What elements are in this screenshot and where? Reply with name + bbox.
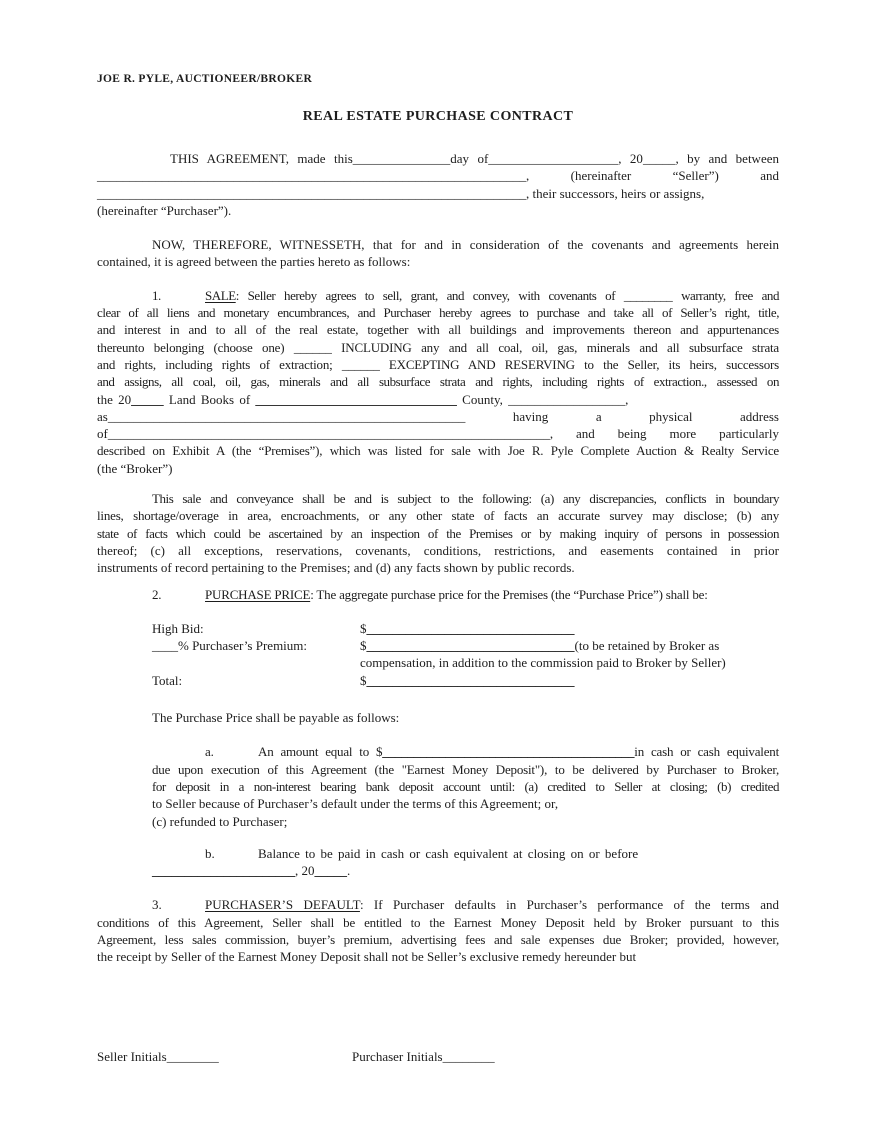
- text-line: [97, 304, 779, 321]
- text-line: [97, 321, 779, 338]
- text-segment: , their successors, heirs or assigns,: [526, 185, 705, 201]
- witnesseth: [97, 236, 779, 271]
- purchaser-name-blank: __________________________________________________________________: [97, 185, 526, 201]
- initials-footer: [97, 1048, 779, 1066]
- section-2-number: 2.: [152, 586, 162, 602]
- section-1-sale: [97, 287, 779, 477]
- text-line: [97, 287, 779, 304]
- subsection-a-earnest-money: [152, 743, 779, 829]
- text-segment: : If Purchaser defaults in Purchaser’s performance of the terms and: [359, 897, 779, 913]
- text-segment: conditions of this Agreement, Seller shall be entitled to the Earnest Money Deposit held by Broker pursuant to this: [97, 914, 779, 930]
- text-segment: compensation, in addition to the commission paid to Broker by Seller): [360, 655, 726, 671]
- text-segment: (to be retained by Broker as: [574, 638, 720, 654]
- text-segment: THIS AGREEMENT, made this: [170, 151, 353, 166]
- section-1-number: 1.: [152, 287, 161, 303]
- text-segment: as: [97, 408, 108, 424]
- text-segment: and assigns, all coal, oil, gas, minerals and all subsurface strata and rights, including rights of extraction., assessed on: [97, 374, 779, 390]
- closing-year-blank: _____: [314, 863, 347, 879]
- text-line: [152, 795, 779, 812]
- purchaser-initials-label: Purchaser Initials: [352, 1048, 443, 1064]
- document-title: REAL ESTATE PURCHASE CONTRACT: [302, 109, 574, 124]
- premium-blank: ________________________________: [366, 638, 575, 654]
- subsection-b-label: b.: [205, 845, 215, 861]
- subject-to-clause: [97, 490, 779, 576]
- high-bid-label: High Bid:: [152, 620, 204, 636]
- text-line: [97, 586, 779, 603]
- text-line: [97, 339, 779, 356]
- text-segment: described on Exhibit A (the “Premises”), which was listed for sale with Joe R. Pyle Complete Auction & Realty Service: [97, 443, 779, 459]
- text-segment: , and being more particularly: [549, 426, 779, 442]
- text-segment: (c) refunded to Purchaser;: [152, 813, 288, 829]
- text-segment: , 20: [618, 151, 643, 166]
- text-segment: , 20: [295, 863, 315, 879]
- seller-name-blank: __________________________________________________________________: [97, 168, 526, 184]
- purchaser-initials-blank: ________: [442, 1048, 495, 1064]
- seller-initials: [97, 1049, 219, 1064]
- text-segment: having a physical address: [465, 408, 779, 424]
- text-segment: The Purchase Price shall be payable as follows:: [152, 710, 400, 726]
- text-segment: , by and between: [675, 151, 779, 166]
- text-segment: $: [360, 620, 367, 636]
- text-line: [97, 391, 779, 408]
- text-segment: thereof; (c) all exceptions, reservations, covenants, conditions, restrictions, and easements contained in prior: [97, 542, 779, 558]
- text-line: [97, 931, 779, 948]
- earnest-money-blank: ________________________________________: [382, 744, 635, 760]
- text-line: [152, 672, 779, 689]
- total-blank: ________________________________: [366, 672, 575, 688]
- text-segment: NOW, THEREFORE, WITNESSETH, that for and in consideration of the covenants and agreements herein: [152, 237, 779, 253]
- text-segment: EXCEPTING AND RESERVING to the Seller, its heirs, successors: [379, 356, 779, 372]
- text-segment: (the “Broker”): [97, 460, 173, 476]
- closing-date-blank: ______________________: [152, 863, 295, 879]
- month-blank: ____________________: [488, 151, 619, 166]
- text-line: [97, 167, 779, 184]
- total-label: Total:: [152, 672, 183, 688]
- section-2-heading: PURCHASE PRICE: [205, 586, 311, 602]
- section-2-purchase-price: [97, 586, 779, 603]
- text-line: [97, 442, 779, 459]
- text-line: [97, 507, 779, 524]
- text-line: [97, 896, 779, 913]
- text-segment: : The aggregate purchase price for the Premises (the “Purchase Price”) shall be:: [310, 586, 708, 602]
- subsection-b-balance: [152, 845, 779, 880]
- text-line: [97, 373, 779, 390]
- purchaser-initials: [352, 1048, 495, 1066]
- day-blank: _______________: [352, 151, 451, 166]
- text-line: [152, 862, 779, 879]
- section-1-heading: SALE: [205, 287, 236, 303]
- section-3-number: 3.: [152, 897, 162, 913]
- text-line: [97, 150, 779, 167]
- text-segment: contained, it is agreed between the parties hereto as follows:: [97, 254, 411, 270]
- contract-body: [97, 150, 779, 966]
- text-line: [97, 425, 779, 442]
- text-segment: of: [97, 426, 108, 442]
- text-segment: clear of all liens and monetary encumbrances, and Purchaser hereby agrees to purchase and take all of Seller’s right, title,: [97, 305, 779, 321]
- excepting-blank: ______: [341, 356, 380, 372]
- text-segment: ,: [625, 391, 629, 407]
- text-segment: due upon execution of this Agreement (the "Earnest Money Deposit"), to be delivered by Purchaser to Broker,: [152, 761, 779, 777]
- text-line: [97, 914, 779, 931]
- text-segment: This sale and conveyance shall be and is subject to the following: (a) any discrepancies, conflicts in boundary: [152, 491, 779, 507]
- text-segment: the 20: [97, 391, 132, 407]
- text-line: [97, 542, 779, 559]
- text-line: [97, 408, 779, 425]
- section-3-purchasers-default: [97, 896, 779, 965]
- text-segment: lines, shortage/overage in area, encroachments, or any other state of facts an accurate survey may disclose; (b) any: [97, 508, 779, 524]
- text-line: [152, 813, 779, 830]
- text-segment: for deposit in a non-interest bearing bank deposit account until: (a) credited to Seller at closing; (b) credited: [152, 778, 779, 794]
- text-segment: An amount equal to $: [258, 744, 383, 760]
- text-segment: in cash or cash equivalent: [634, 744, 779, 760]
- price-table: [152, 620, 779, 689]
- text-line: [152, 845, 779, 862]
- text-line: [152, 743, 779, 760]
- payable-intro: [152, 709, 779, 726]
- text-segment: day of: [450, 151, 489, 166]
- address-blank: ____________________________________________________________________: [107, 426, 550, 442]
- text-line: [97, 948, 779, 965]
- text-line: [97, 236, 779, 253]
- premium-label: ____% Purchaser’s Premium:: [152, 638, 308, 654]
- text-segment: Land Books of: [163, 391, 256, 407]
- seller-initials-blank: ________: [166, 1048, 219, 1064]
- broker-header: JOE R. PYLE, AUCTIONEER/BROKER: [97, 73, 313, 85]
- county-name-blank: _______________________________: [255, 391, 457, 407]
- text-line: [152, 709, 779, 726]
- text-segment: $: [360, 638, 367, 654]
- text-line: [152, 654, 779, 671]
- state-blank: __________________: [508, 391, 626, 407]
- text-segment: the receipt by Seller of the Earnest Money Deposit shall not be Seller’s exclusive remedy hereunder but: [97, 949, 637, 965]
- text-segment: Balance to be paid in cash or cash equivalent at closing on or before: [258, 845, 639, 861]
- warranty-blank: ________: [623, 287, 673, 303]
- text-line: [97, 559, 779, 576]
- text-line: [97, 202, 779, 219]
- text-segment: $: [360, 672, 367, 688]
- seller-initials-label: Seller Initials: [97, 1048, 167, 1064]
- land-books-year-blank: _____: [131, 391, 164, 407]
- text-line: [97, 460, 779, 477]
- text-segment: warranty, free and: [672, 287, 779, 303]
- text-line: [97, 356, 779, 373]
- text-line: [152, 761, 779, 778]
- subsection-a-label: a.: [205, 744, 214, 760]
- text-line: [152, 637, 779, 654]
- text-line: [97, 253, 779, 270]
- text-segment: state of facts which could be ascertained by an inspection of the Premises or by making inquiry of persons in possession: [97, 525, 779, 541]
- text-segment: thereunto belonging (choose one): [97, 339, 294, 355]
- tax-map-blank: _______________________________________________________: [107, 408, 466, 424]
- year-blank: _____: [642, 151, 676, 166]
- text-line: [97, 525, 779, 542]
- text-segment: and rights, including rights of extraction;: [97, 356, 342, 372]
- section-3-heading: PURCHASER’S DEFAULT: [205, 897, 360, 913]
- text-line: [97, 490, 779, 507]
- agreement-intro: [97, 150, 779, 219]
- text-line: [97, 185, 779, 202]
- text-segment: .: [347, 863, 351, 879]
- text-segment: instruments of record pertaining to the Premises; and (d) any facts shown by public records.: [97, 560, 575, 576]
- text-line: [152, 620, 779, 637]
- text-segment: to Seller because of Purchaser’s default under the terms of this Agreement; or,: [152, 796, 559, 812]
- text-segment: (hereinafter “Purchaser”).: [97, 202, 232, 218]
- text-line: [152, 778, 779, 795]
- text-segment: and interest in and to all of the real estate, together with all buildings and improvements thereon and appurtenances: [97, 322, 779, 338]
- text-segment: Agreement, less sales commission, buyer’s premium, advertising fees and sale expenses due Broker; provided, however,: [97, 931, 779, 947]
- including-blank: ______: [293, 339, 332, 355]
- text-segment: , (hereinafter “Seller”) and: [526, 168, 779, 184]
- high-bid-blank: ________________________________: [366, 620, 575, 636]
- text-segment: : Seller hereby agrees to sell, grant, and convey, with covenants of: [235, 287, 624, 303]
- text-segment: County,: [456, 391, 509, 407]
- text-segment: INCLUDING any and all coal, oil, gas, minerals and all subsurface strata: [331, 339, 779, 355]
